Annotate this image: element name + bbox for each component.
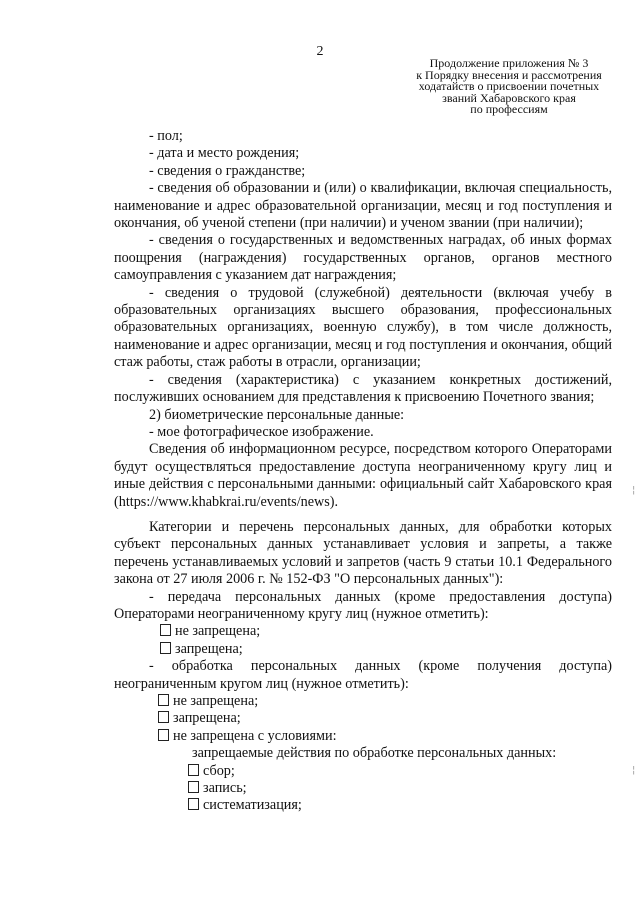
scan-artifact-mark: ¦	[632, 485, 636, 496]
checkbox-icon[interactable]	[158, 694, 169, 706]
option-label: не запрещена с условиями:	[173, 727, 337, 744]
checkbox-icon[interactable]	[160, 624, 171, 636]
appendix-header	[396, 58, 622, 116]
action-option-recording[interactable]	[114, 780, 612, 797]
document-body	[114, 128, 612, 815]
action-option-systematization[interactable]	[114, 797, 612, 814]
transfer-option-prohibited[interactable]	[114, 641, 612, 658]
checkbox-icon[interactable]	[188, 798, 199, 810]
option-label: систематизация;	[203, 797, 302, 814]
transfer-option-not-prohibited[interactable]	[114, 623, 612, 640]
checkbox-icon[interactable]	[188, 781, 199, 793]
checkbox-icon[interactable]	[158, 729, 169, 741]
categories-paragraph: Категории и перечень персональных данных, для обработки которых субъект персональных данных устанавливает условия и запреты, а также перечень устанавливаемых условий и запретов (часть 9 статьи 10.1 Федерального закона от 27 июля 2006 г. № 152-ФЗ "О персональных данных"):	[114, 518, 612, 588]
info-resource-paragraph: Сведения об информационном ресурсе, посредством которого Операторами будут осуществляться предоставление доступа неограниченному кругу лиц и иные действия с персональными данными: официальный сайт Хабаровского края (https://www.khabkrai.ru/events/news).	[114, 441, 612, 510]
header-line-3: ходатайств о присвоении почетных	[418, 79, 600, 93]
transfer-paragraph: - передача персональных данных (кроме предоставления доступа) Операторами неограниченному кругу лиц (нужное отметить):	[114, 588, 612, 622]
option-label: не запрещена;	[175, 623, 261, 640]
option-label: запись;	[203, 780, 247, 797]
item-characteristic: - сведения (характеристика) с указанием конкретных достижений, послуживших основанием для представления к присвоению Почетного звания;	[114, 371, 612, 406]
processing-option-prohibited[interactable]	[114, 710, 612, 727]
item-employment: - сведения о трудовой (служебной) деятельности (включая учебу в образовательных организациях высшего образования, профессиональных образовательных организациях, военную службу), в том числе должность, наименование и адрес организации, месяц и год поступления и окончания, общий стаж работы, стаж работы в отрасли, организации;	[114, 284, 612, 371]
item-citizenship: - сведения о гражданстве;	[149, 162, 306, 179]
processing-paragraph: - обработка персональных данных (кроме получения доступа) неограниченным кругом лиц (нужное отметить):	[114, 658, 612, 692]
processing-option-conditions[interactable]	[114, 728, 612, 745]
header-line-2: к Порядку внесения и рассмотрения	[416, 67, 602, 82]
option-label: сбор;	[203, 762, 235, 779]
item-awards: - сведения о государственных и ведомственных наградах, об иных формах поощрения (награждения) государственных органов, органов местного самоуправления с указанием дат награждения;	[114, 232, 612, 284]
item-biometric: 2) биометрические персональные данные:	[149, 406, 405, 423]
option-label: не запрещена;	[173, 693, 259, 709]
item-birth: - дата и место рождения;	[149, 145, 300, 162]
checkbox-icon[interactable]	[188, 764, 199, 776]
checkbox-icon[interactable]	[160, 642, 171, 654]
option-label: запрещена;	[175, 640, 243, 657]
scan-artifact-mark: ¦	[632, 765, 636, 776]
header-line-4: званий Хабаровского края	[442, 90, 576, 105]
processing-option-not-prohibited[interactable]	[114, 693, 612, 710]
item-gender: - пол;	[149, 128, 183, 144]
page-number: 2	[316, 44, 324, 59]
item-photo: - мое фотографическое изображение.	[149, 423, 374, 440]
option-label: запрещена;	[173, 710, 241, 727]
checkbox-icon[interactable]	[158, 711, 169, 723]
item-education: - сведения об образовании и (или) о квалификации, включая специальность, наименование и адрес образовательной организации, месяц и год поступления и окончания, об ученой степени (при наличии) и ученом звании (при наличии);	[114, 180, 612, 232]
header-line-1: Продолжение приложения № 3	[429, 56, 589, 70]
action-option-collection[interactable]	[114, 763, 612, 780]
prohibited-actions-heading: запрещаемые действия по обработке персональных данных:	[192, 745, 557, 762]
header-line-5: по профессиям	[470, 102, 548, 116]
